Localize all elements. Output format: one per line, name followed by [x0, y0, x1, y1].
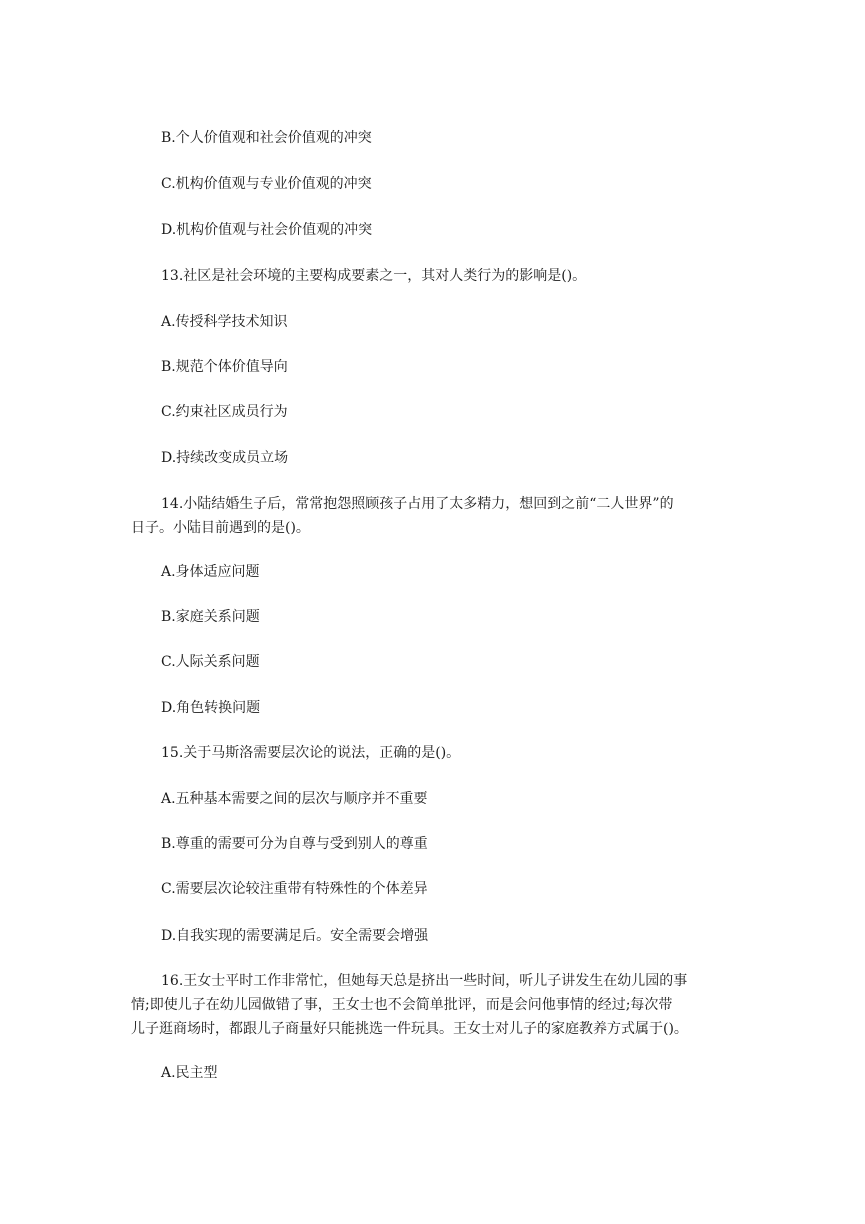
q12-option-b: B.个人价值观和社会价值观的冲突 — [161, 130, 372, 146]
q16-stem-line-1: 16.王女士平时工作非常忙，但她每天总是挤出一些时间，听儿子讲发生在幼儿园的事 — [161, 973, 688, 989]
q14-stem-line-1: 14.小陆结婚生子后，常常抱怨照顾孩子占用了太多精力，想回到之前“二人世界”的 — [161, 496, 674, 512]
q15-option-c: C.需要层次论较注重带有特殊性的个体差异 — [161, 881, 428, 897]
q14-stem-line-2: 日子。小陆目前遇到的是()。 — [131, 520, 310, 536]
q14-option-a: A.身体适应问题 — [161, 564, 260, 580]
q13-option-d: D.持续改变成员立场 — [161, 450, 289, 466]
q16-stem-line-3: 儿子逛商场时，都跟儿子商量好只能挑选一件玩具。王女士对儿子的家庭教养方式属于()。 — [131, 1021, 688, 1037]
q13-stem: 13.社区是社会环境的主要构成要素之一，其对人类行为的影响是()。 — [161, 268, 587, 284]
q12-option-c: C.机构价值观与专业价值观的冲突 — [161, 176, 372, 192]
q14-option-d: D.角色转换问题 — [161, 700, 261, 716]
q16-option-a: A.民主型 — [161, 1065, 218, 1081]
q15-option-d: D.自我实现的需要满足后。安全需要会增强 — [161, 928, 429, 944]
q15-option-a: A.五种基本需要之间的层次与顺序并不重要 — [161, 791, 428, 807]
q16-stem-line-2: 情;即使儿子在幼儿园做错了事，王女士也不会简单批评，而是会问他事情的经过;每次带 — [131, 997, 673, 1013]
q14-option-b: B.家庭关系问题 — [161, 609, 260, 625]
q12-option-d: D.机构价值观与社会价值观的冲突 — [161, 222, 373, 238]
q15-option-b: B.尊重的需要可分为自尊与受到别人的尊重 — [161, 836, 428, 852]
q14-option-c: C.人际关系问题 — [161, 654, 260, 670]
q13-option-a: A.传授科学技术知识 — [161, 314, 288, 330]
q13-option-b: B.规范个体价值导向 — [161, 359, 288, 375]
q13-option-c: C.约束社区成员行为 — [161, 404, 288, 420]
q15-stem: 15.关于马斯洛需要层次论的说法，正确的是()。 — [161, 745, 461, 761]
